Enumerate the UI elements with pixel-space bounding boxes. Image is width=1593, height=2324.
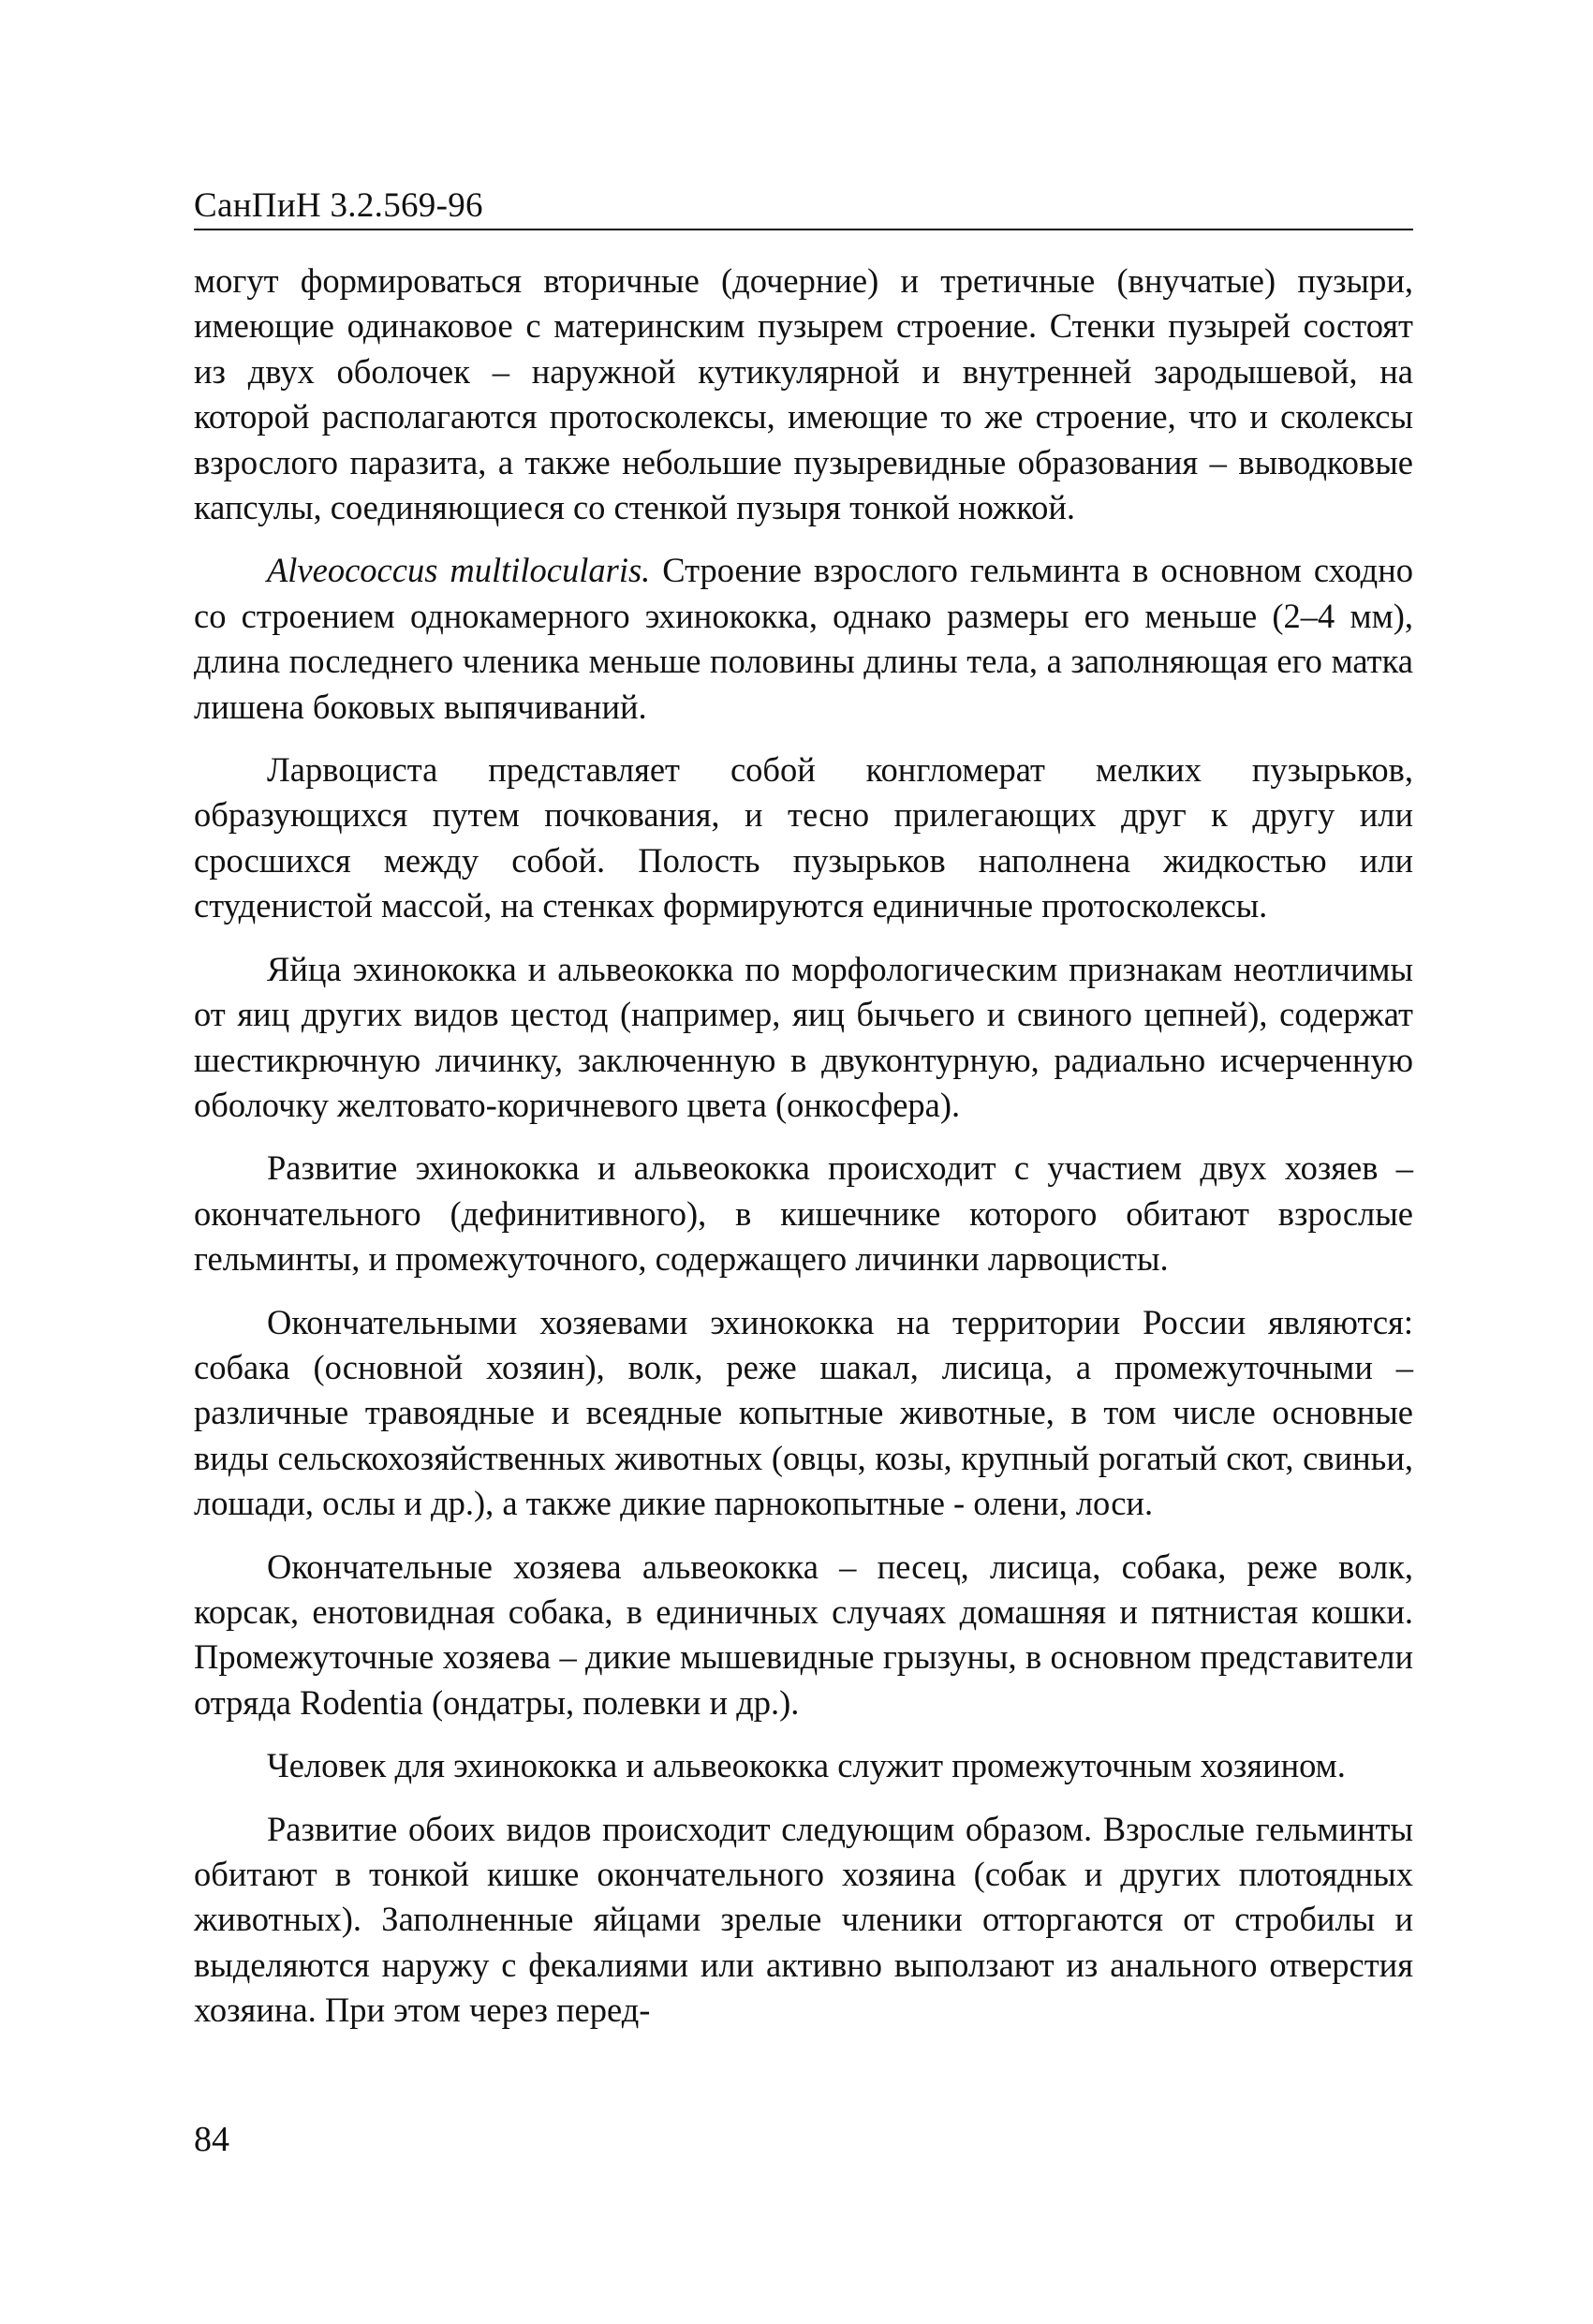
paragraph-alveococcus: [194, 548, 1413, 730]
paragraph-development-process: Развитие обоих видов происходит следующим образом. Взрослые гельминты обитают в тонкой кишке окончательного хозяина (собак и других плотоядных животных). Заполненные яйцами зрелые членики отторгаются от стробилы и выделяются наружу с фекалиями или активно выползают из анального отверстия хозяина. При этом через перед-: [194, 1809, 1413, 2030]
paragraph-continuation: могут формироваться вторичные (дочерние) и третичные (внучатые) пузыри, имеющие одинаковое с материнским пузырем строение. Стенки пузырей состоят из двух оболочек – наружной кутикулярной и внутренней зародышевой, на которой располагаются протосколексы, имеющие то же строение, что и сколексы взрослого паразита, а также небольшие пузыревидные образования – выводковые капсулы, соединяющиеся со стенкой пузыря тонкой ножкой.: [194, 261, 1413, 527]
page-number: 84: [194, 2120, 229, 2159]
header-rule: [194, 229, 1413, 230]
paragraph-echinococcus-hosts: Окончательными хозяевами эхинококка на территории России являются: собака (основной хозяин), волк, реже шакал, лисица, а промежуточными – различные травоядные и всеядные копытные животные, в том числе основные виды сельскохозяйственных животных (овцы, козы, крупный рогатый скот, свиньи, лошади, ослы и др.), а также дикие парнокопытные - олени, лоси.: [194, 1302, 1413, 1523]
paragraph-eggs: Яйца эхинококка и альвеококка по морфологическим признакам неотличимы от яиц других видов цестод (например, яиц бычьего и свиного цепней), содержат шестикрючную личинку, заключенную в двуконтурную, радиально исчерченную оболочку желтовато-коричневого цвета (онкосфера).: [194, 949, 1413, 1124]
paragraph-larvocyst: Ларвоциста представляет собой конгломерат мелких пузырьков, образующихся путем почкования, и тесно прилегающих друг к другу или сросшихся между собой. Полость пузырьков наполнена жидкостью или студенистой массой, на стенках формируются единичные протосколексы.: [194, 750, 1413, 925]
paragraph-alveococcus-hosts: Окончательные хозяева альвеококка – песец, лисица, собака, реже волк, корсак, енотовидная собака, в единичных случаях домашняя и пятнистая кошки. Промежуточные хозяева – дикие мышевидные грызуны, в основном представители отряда Rodentia (ондатры, полевки и др.).: [194, 1547, 1413, 1722]
paragraph-alveococcus-text: Строение взрослого гельминта в основном сходно со строением однокамерного эхинококка, однако размеры его меньше (2–4 мм), длина последнего членика меньше половины длины тела, а заполняющая его матка лишена боковых выпячиваний.: [194, 551, 1413, 726]
running-header: СанПиН 3.2.569-96: [194, 186, 483, 225]
body-text: [194, 259, 1413, 2051]
paragraph-development-hosts: Развитие эхинококка и альвеококка происходит с участием двух хозяев – окончательного (дефинитивного), в кишечнике которого обитают взрослые гельминты, и промежуточного, содержащего личинки ларвоцисты.: [194, 1148, 1413, 1279]
paragraph-human-host: Человек для эхинококка и альвеококка служит промежуточным хозяином.: [267, 1746, 1346, 1785]
species-name-italic: Alveococcus multilocularis.: [267, 551, 651, 590]
